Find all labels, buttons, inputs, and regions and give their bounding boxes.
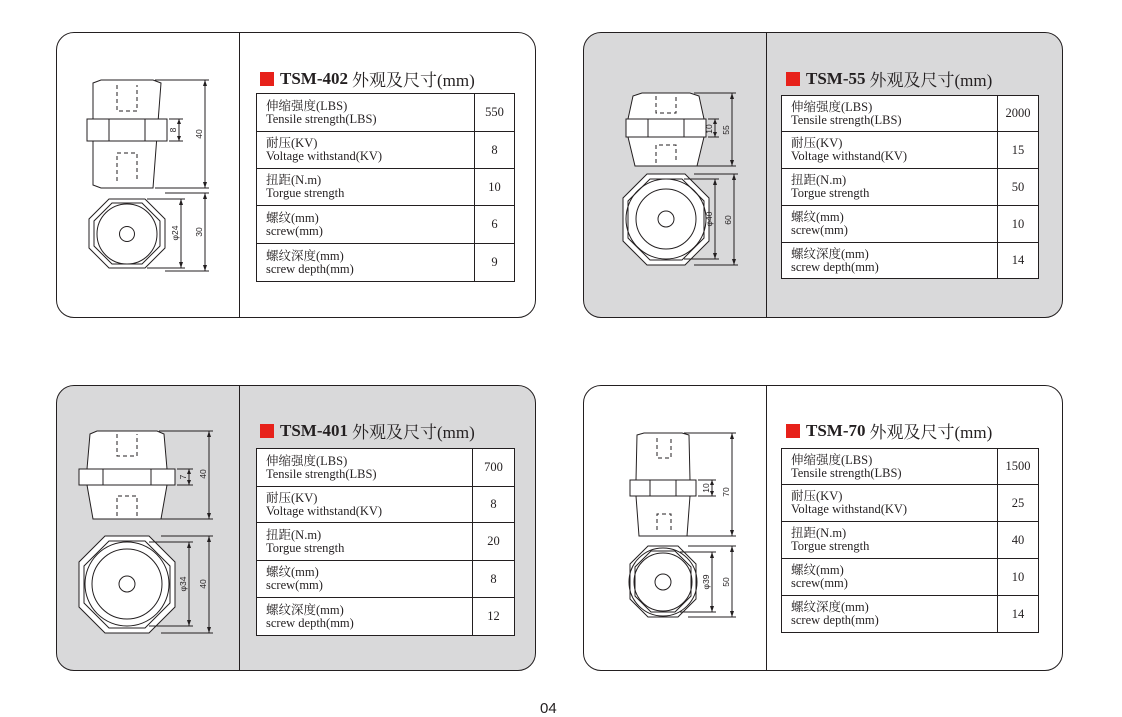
row-label-cn: 耐压(KV) xyxy=(266,136,318,150)
product-card-tsm-70 xyxy=(583,385,1063,671)
dim-width: 40 xyxy=(198,579,208,589)
row-label-cn: 伸缩强度(LBS) xyxy=(266,98,348,113)
table-row xyxy=(782,243,1039,279)
model-name: TSM-55 xyxy=(806,68,866,88)
table-row xyxy=(257,598,515,636)
dim-band: 10 xyxy=(701,483,711,493)
row-label-en: Voltage withstand(KV) xyxy=(266,149,383,163)
spec-table xyxy=(256,93,515,282)
row-label-cn: 螺纹深度(mm) xyxy=(791,600,869,614)
row-label-en: Torgue strength xyxy=(266,540,345,555)
row-value: 700 xyxy=(473,449,515,487)
row-value: 550 xyxy=(475,94,515,132)
product-card-tsm-402 xyxy=(56,32,536,318)
dim-height: 40 xyxy=(198,469,208,479)
row-label-cn: 螺纹(mm) xyxy=(266,210,319,225)
table-row xyxy=(782,206,1039,243)
row-value: 10 xyxy=(475,169,515,206)
product-card-tsm-55 xyxy=(583,32,1063,318)
model-name: TSM-70 xyxy=(806,420,866,440)
row-label-cn: 扭距(N.m) xyxy=(266,527,322,542)
row-label-en: Voltage withstand(KV) xyxy=(791,149,908,163)
row-value: 9 xyxy=(475,244,515,282)
title-suffix: 外观及尺寸(mm) xyxy=(869,71,993,90)
spec-table xyxy=(256,448,515,636)
row-label-en: Tensile strength(LBS) xyxy=(791,112,902,127)
product-title xyxy=(260,418,475,443)
row-value: 10 xyxy=(998,206,1039,243)
row-label-cn: 扭距(N.m) xyxy=(791,526,847,540)
table-row xyxy=(257,94,515,132)
row-label-en: screw(mm) xyxy=(266,223,323,238)
model-name: TSM-402 xyxy=(280,68,348,88)
page-number: 04 xyxy=(540,700,557,717)
row-value: 40 xyxy=(998,522,1039,559)
table-row xyxy=(257,487,515,523)
dim-diameter: φ40 xyxy=(704,211,714,227)
row-label-cn: 扭距(N.m) xyxy=(266,173,322,187)
insulator-drawing xyxy=(57,33,239,318)
row-label-en: screw depth(mm) xyxy=(266,261,354,276)
row-label-en: screw depth(mm) xyxy=(791,259,879,274)
table-row xyxy=(782,559,1039,596)
product-card-tsm-401 xyxy=(56,385,536,671)
dim-width: 30 xyxy=(194,227,204,237)
dim-diameter: φ24 xyxy=(170,225,180,241)
row-label-en: Tensile strength(LBS) xyxy=(791,465,902,480)
row-label-en: Torgue strength xyxy=(791,186,870,200)
product-title xyxy=(260,66,475,91)
row-value: 25 xyxy=(998,485,1039,522)
table-row xyxy=(782,522,1039,559)
dim-width: 60 xyxy=(723,215,733,225)
row-label-cn: 螺纹深度(mm) xyxy=(791,246,869,261)
table-row xyxy=(257,206,515,244)
table-row xyxy=(257,523,515,561)
title-suffix: 外观及尺寸(mm) xyxy=(352,71,475,90)
row-value: 15 xyxy=(998,132,1039,169)
dim-height: 40 xyxy=(194,129,204,139)
table-row xyxy=(782,449,1039,485)
row-label-en: Voltage withstand(KV) xyxy=(791,502,908,516)
table-row xyxy=(782,169,1039,206)
dim-height: 55 xyxy=(721,125,731,135)
row-label-en: Voltage withstand(KV) xyxy=(266,503,383,518)
row-value: 10 xyxy=(998,559,1039,596)
table-row xyxy=(257,561,515,598)
row-value: 8 xyxy=(475,132,515,169)
row-label-cn: 耐压(KV) xyxy=(266,490,318,505)
row-label-en: Tensile strength(LBS) xyxy=(266,111,377,126)
row-label-cn: 耐压(KV) xyxy=(791,489,843,503)
table-row xyxy=(782,485,1039,522)
row-value: 12 xyxy=(473,598,515,636)
row-label-en: screw(mm) xyxy=(266,578,323,592)
row-label-cn: 耐压(KV) xyxy=(791,136,843,150)
dim-band: 8 xyxy=(168,127,178,133)
row-value: 2000 xyxy=(998,96,1039,132)
dim-band: 7 xyxy=(178,474,188,480)
spec-table xyxy=(781,448,1039,633)
row-value: 8 xyxy=(473,561,515,598)
dim-height: 70 xyxy=(721,487,731,497)
table-row xyxy=(782,596,1039,633)
row-label-en: screw depth(mm) xyxy=(791,613,879,627)
row-value: 1500 xyxy=(998,449,1039,485)
row-value: 50 xyxy=(998,169,1039,206)
spec-table xyxy=(781,95,1039,279)
row-value: 14 xyxy=(998,596,1039,633)
row-label-cn: 伸缩强度(LBS) xyxy=(791,452,873,467)
dim-width: 50 xyxy=(721,577,731,587)
insulator-drawing xyxy=(584,33,766,318)
dim-diameter: φ34 xyxy=(178,576,188,592)
row-label-en: screw(mm) xyxy=(791,576,848,590)
dim-diameter: φ39 xyxy=(701,574,711,590)
product-title xyxy=(786,66,992,91)
table-row xyxy=(257,132,515,169)
red-square-icon xyxy=(260,424,274,438)
row-label-en: Torgue strength xyxy=(791,539,870,553)
row-label-cn: 螺纹深度(mm) xyxy=(266,248,344,263)
insulator-drawing xyxy=(57,386,239,671)
product-title xyxy=(786,418,992,443)
table-row xyxy=(257,449,515,487)
red-square-icon xyxy=(786,72,800,86)
row-label-cn: 伸缩强度(LBS) xyxy=(791,99,873,114)
dim-band: 10 xyxy=(704,124,714,134)
row-label-en: Tensile strength(LBS) xyxy=(266,466,377,481)
table-row xyxy=(782,96,1039,132)
row-label-cn: 扭距(N.m) xyxy=(791,173,847,187)
row-label-en: Torgue strength xyxy=(266,186,345,200)
title-suffix: 外观及尺寸(mm) xyxy=(869,423,993,442)
insulator-drawing xyxy=(584,386,766,671)
row-label-cn: 螺纹深度(mm) xyxy=(266,602,344,617)
model-name: TSM-401 xyxy=(280,420,348,440)
table-row xyxy=(257,169,515,206)
row-label-cn: 伸缩强度(LBS) xyxy=(266,453,348,468)
red-square-icon xyxy=(786,424,800,438)
row-label-en: screw depth(mm) xyxy=(266,615,354,630)
red-square-icon xyxy=(260,72,274,86)
row-value: 20 xyxy=(473,523,515,561)
row-label-cn: 螺纹(mm) xyxy=(791,210,844,224)
row-value: 6 xyxy=(475,206,515,244)
row-value: 14 xyxy=(998,243,1039,279)
row-label-en: screw(mm) xyxy=(791,223,848,237)
row-label-cn: 螺纹(mm) xyxy=(266,565,319,579)
table-row xyxy=(257,244,515,282)
table-row xyxy=(782,132,1039,169)
row-value: 8 xyxy=(473,487,515,523)
title-suffix: 外观及尺寸(mm) xyxy=(352,423,475,442)
row-label-cn: 螺纹(mm) xyxy=(791,563,844,577)
